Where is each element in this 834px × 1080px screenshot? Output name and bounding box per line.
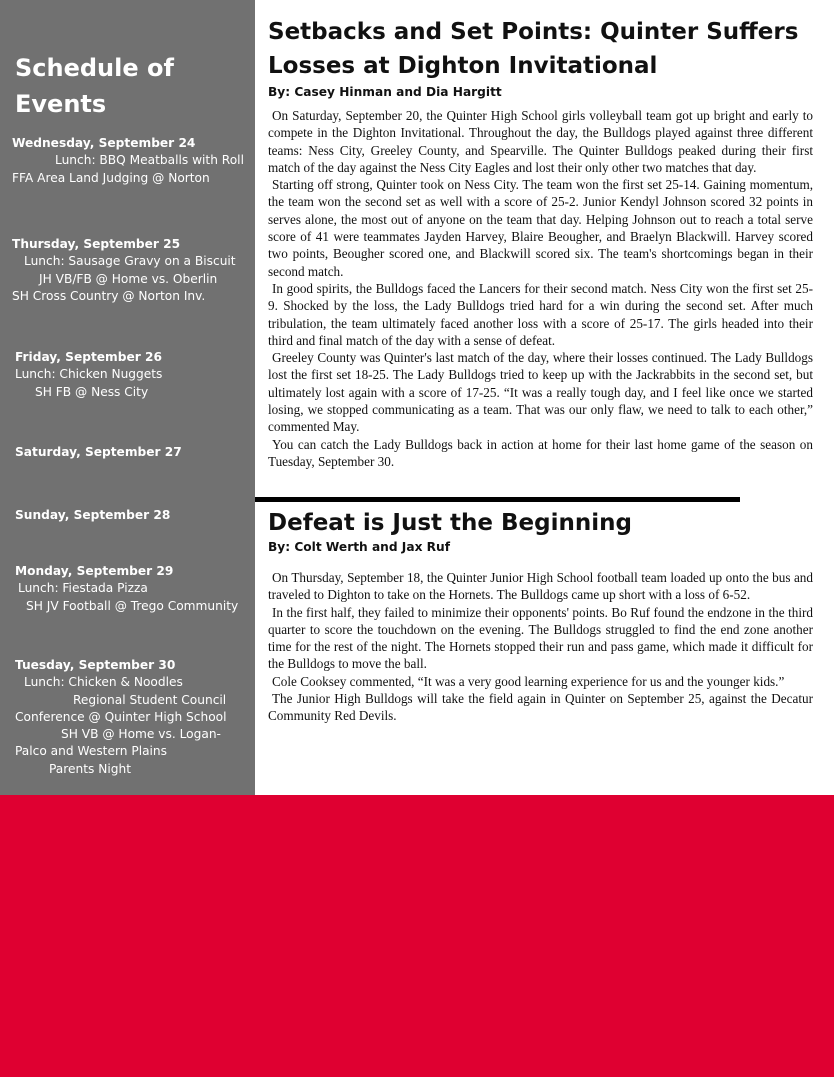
day-wednesday [12, 135, 244, 187]
day-tuesday [15, 657, 227, 778]
day-heading: Sunday, September 28 [15, 508, 171, 522]
schedule-title-line1: Schedule of [15, 54, 174, 82]
day-heading: Saturday, September 27 [15, 445, 182, 459]
event-line: Lunch: Chicken Nuggets [15, 367, 163, 382]
article1-paragraph: In good spirits, the Bulldogs faced the Lancers for their second match. Ness City won the first set 25-9. Shocked by the loss, the Lady Bulldogs tried hard for a win during the second set. After much tribulation, the team ultimately faced another loss with a score of 25-17. The girls headed into their third and final match of the day with a sense of defeat. [268, 280, 813, 348]
article2-paragraph: On Thursday, September 18, the Quinter Junior High School football team loaded up onto the bus and traveled to Dighton to take on the Hornets. The Bulldogs came up short with a loss of 6-52. [268, 570, 813, 603]
event-line: SH VB @ Home vs. Logan- [61, 727, 221, 742]
event-line: FFA Area Land Judging @ Norton [12, 170, 210, 185]
day-heading: Monday, September 29 [15, 564, 174, 578]
day-friday [15, 349, 162, 401]
article1-paragraph: You can catch the Lady Bulldogs back in action at home for their last home game of the season on Tuesday, September 30. [268, 436, 813, 469]
article1-paragraph: On Saturday, September 20, the Quinter High School girls volleyball team got up bright and early to compete in the Dighton Invitational. Throughout the day, the Bulldogs played against three different teams: Ness City, Greeley County, and Spearville. The Quinter Bulldogs peaked during their first match of the day against the Ness City Eagles and lost their only other two matches that day. [268, 108, 813, 175]
article2-paragraph: Cole Cooksey commented, “It was a very good learning experience for us and the younger kids.” [272, 673, 785, 689]
article1-body [268, 107, 813, 470]
event-line: Parents Night [49, 761, 131, 776]
schedule-title [15, 50, 174, 122]
schedule-title-line2: Events [15, 90, 107, 118]
red-footer-band [0, 795, 834, 1077]
event-line: JH VB/FB @ Home vs. Oberlin [39, 271, 218, 286]
article2-byline: By: Colt Werth and Jax Ruf [268, 540, 451, 554]
article2-body [268, 569, 813, 725]
day-sunday [15, 507, 170, 524]
article2-paragraph: In the first half, they failed to minimize their opponents' points. Bo Ruf found the endzone in the third quarter to score the touchdown on the evening. The Bulldogs struggled to find the end zone another time for the rest of the night. The Hornets stopped their run and pass game, which made it difficult for the Bulldogs to move the ball. [268, 604, 813, 672]
schedule-sidebar [0, 0, 255, 795]
article1-headline [268, 15, 798, 83]
day-saturday [15, 444, 182, 461]
article1-byline: By: Casey Hinman and Dia Hargitt [268, 85, 502, 99]
day-heading: Thursday, September 25 [12, 237, 181, 251]
article1-headline-line1: Setbacks and Set Points: Quinter Suffers [268, 19, 799, 45]
section-divider [255, 497, 740, 502]
event-line: Lunch: Chicken & Noodles [24, 675, 183, 690]
day-heading: Friday, September 26 [15, 350, 162, 364]
event-line: Regional Student Council [73, 692, 227, 707]
article1-headline-line2: Losses at Dighton Invitational [268, 53, 658, 79]
event-line: Palco and Western Plains [15, 744, 168, 759]
event-line: Conference @ Quinter High School [15, 709, 227, 724]
article1-paragraph: Greeley County was Quinter's last match of the day, where their losses continued. The Lady Bulldogs lost the first set 18-25. The Lady Bulldogs tried to keep up with the Jackrabbits in the second set, but ultimately lost again with a score of 17-25. “It was a really tough day, and I feel like once we started losing, we stopped communicating as a team. That was our only flaw, we need to talk to each other,” commented May. [268, 350, 813, 435]
event-line: SH JV Football @ Trego Community [26, 598, 239, 613]
day-monday [15, 563, 238, 615]
day-heading: Tuesday, September 30 [15, 658, 176, 672]
event-line: Lunch: BBQ Meatballs with Roll [55, 153, 244, 168]
event-line: Lunch: Fiestada Pizza [18, 581, 148, 596]
article2-paragraph: The Junior High Bulldogs will take the field again in Quinter on September 25, against the Decatur Community Red Devils. [268, 691, 813, 724]
event-line: Lunch: Sausage Gravy on a Biscuit [24, 254, 236, 269]
day-thursday [12, 236, 236, 305]
article1-paragraph: Starting off strong, Quinter took on Ness City. The team won the first set 25-14. Gaining momentum, the team won the second set as well with a score of 25-2. Junior Kendyl Johnson scored 32 points in serves alone, the most out of anyone on the team that day. Helping Johnson out to reach a total serve score of 41 were teammates Jayden Harvey, Blaire Beougher, and Braelyn Blackwill. Harvey scored two points, Beougher scored one, and Blackwill scored six. The team's shortcomings began in their second match. [268, 177, 813, 279]
event-line: SH Cross Country @ Norton Inv. [12, 288, 206, 303]
day-heading: Wednesday, September 24 [12, 136, 196, 150]
event-line: SH FB @ Ness City [35, 384, 149, 399]
article2-headline: Defeat is Just the Beginning [268, 510, 632, 536]
